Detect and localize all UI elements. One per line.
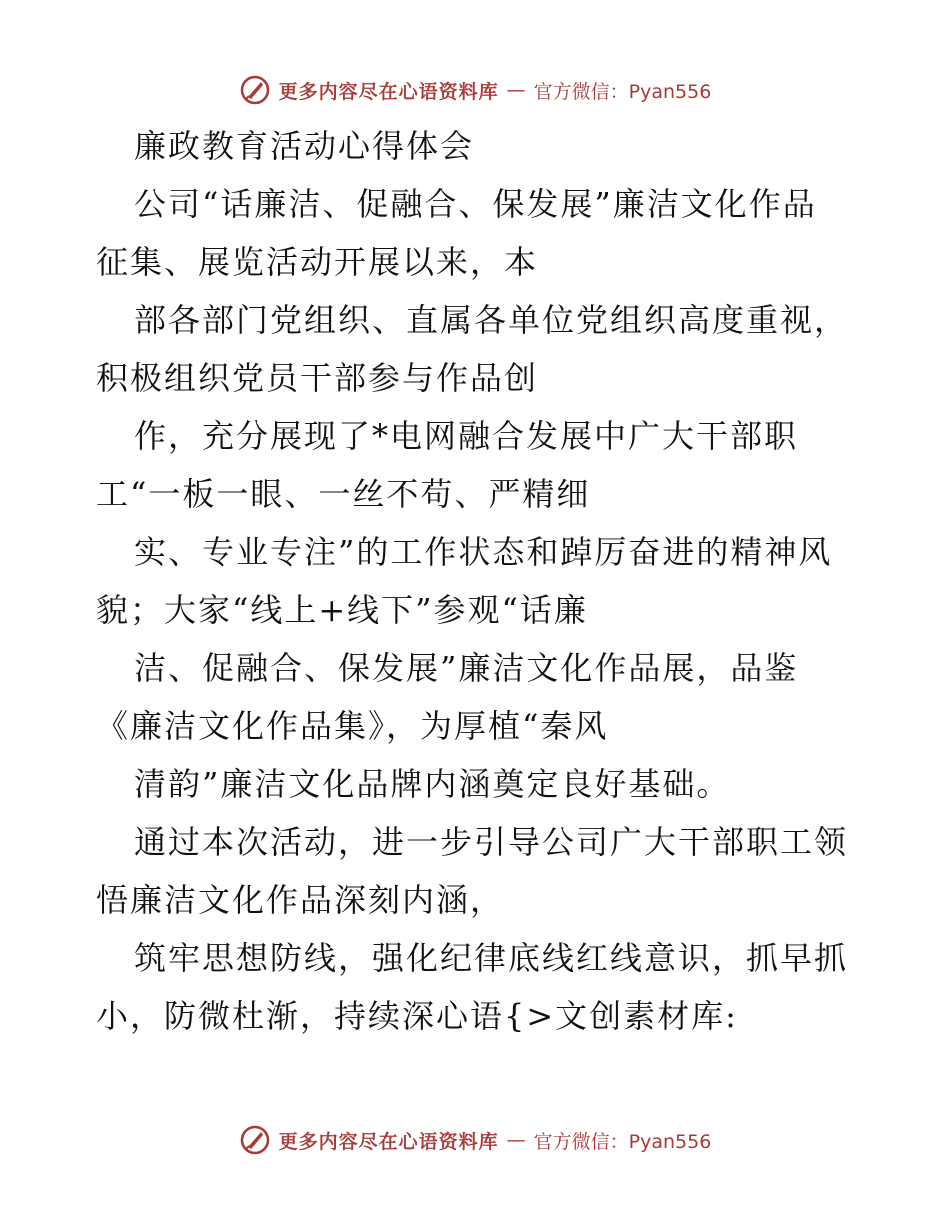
text-line: 作，充分展现了*电网融合发展中广大干部职 bbox=[134, 417, 799, 455]
text-line: 《廉洁文化作品集》，为厚植“秦风 bbox=[96, 707, 609, 745]
text-line: 工“一板一眼、一丝不苟、严精细 bbox=[96, 475, 591, 513]
text-line: 清韵”廉洁文化品牌内涵奠定良好基础。 bbox=[134, 765, 731, 803]
banner-separator: — bbox=[506, 1129, 526, 1151]
text-line: 实、专业专注”的工作状态和踔厉奋进的精神风 bbox=[134, 533, 833, 571]
quill-logo-icon bbox=[239, 1124, 271, 1156]
document-title: 廉政教育活动心得体会 bbox=[134, 127, 475, 165]
banner-text: 更多内容尽在心语资料库 bbox=[278, 1130, 499, 1153]
text-line: 通过本次活动，进一步引导公司广大干部职工领 bbox=[134, 823, 849, 861]
quill-logo-icon bbox=[239, 74, 271, 106]
text-line: 洁、促融合、保发展”廉洁文化作品展，品鉴 bbox=[134, 649, 799, 687]
header-banner bbox=[0, 70, 950, 110]
text-line: 公司“话廉洁、促融合、保发展”廉洁文化作品 bbox=[134, 185, 817, 223]
text-line: 貌；大家“线上+线下”参观“话廉 bbox=[96, 591, 588, 629]
text-line: 征集、展览活动开展以来，本 bbox=[96, 243, 539, 281]
banner-contact: 官方微信：Pyan556 bbox=[533, 80, 712, 103]
text-line: 积极组织党员干部参与作品创 bbox=[96, 359, 539, 397]
banner-separator: — bbox=[506, 79, 526, 101]
footer-banner bbox=[0, 1120, 950, 1160]
text-line: 小，防微杜渐，持续深心语{>文创素材库: bbox=[96, 997, 738, 1035]
banner-contact: 官方微信：Pyan556 bbox=[533, 1130, 712, 1153]
text-line: 部各部门党组织、直属各单位党组织高度重视， bbox=[134, 301, 849, 339]
banner-text: 更多内容尽在心语资料库 bbox=[278, 80, 499, 103]
text-line: 筑牢思想防线，强化纪律底线红线意识，抓早抓 bbox=[134, 939, 849, 977]
text-line: 悟廉洁文化作品深刻内涵， bbox=[96, 881, 505, 919]
